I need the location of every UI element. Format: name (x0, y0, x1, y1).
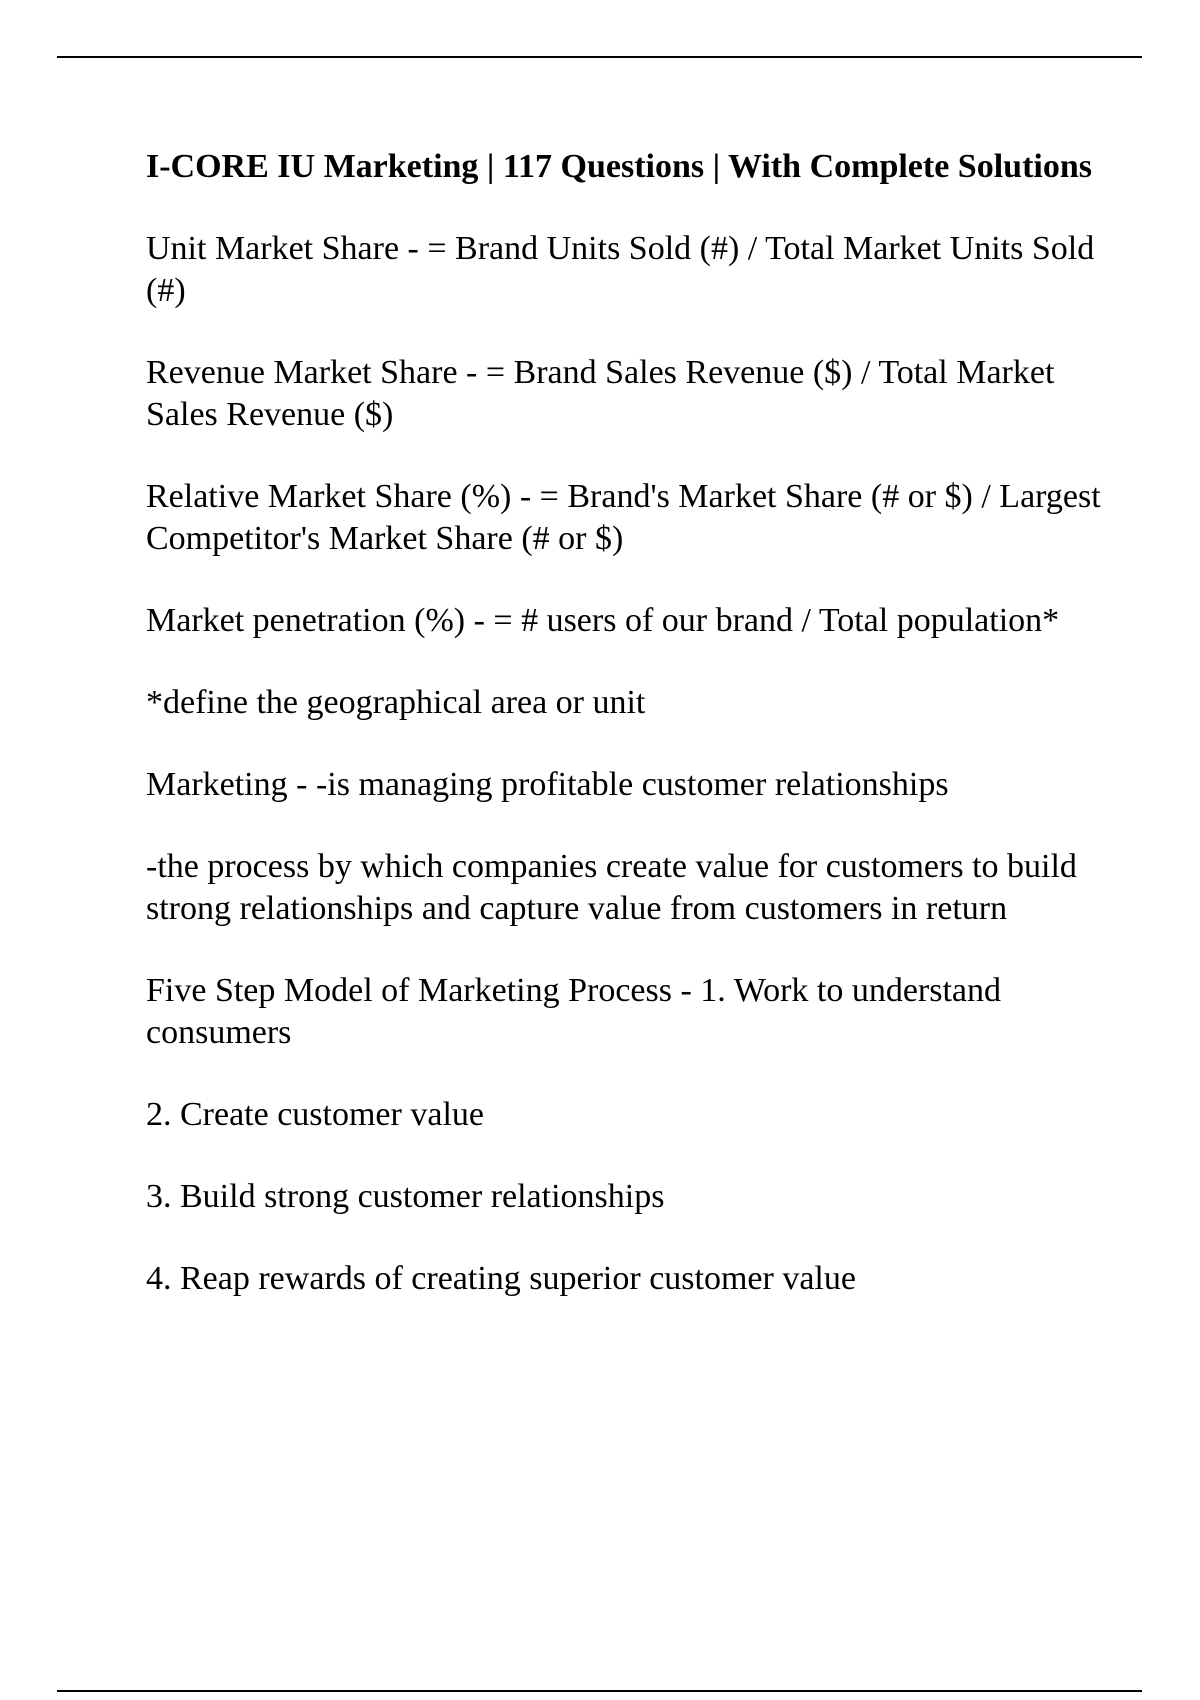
paragraph-relative-market-share: Relative Market Share (%) - = Brand's Market Share (# or $) / Largest Competitor's Market Share (# or $) (146, 478, 1101, 557)
paragraph-geographical-note: *define the geographical area or unit (146, 684, 646, 721)
header-rule (57, 56, 1142, 58)
paragraph-step-2: 2. Create customer value (146, 1096, 484, 1133)
footer-rule (57, 1690, 1142, 1692)
paragraph-step-4: 4. Reap rewards of creating superior customer value (146, 1260, 856, 1297)
paragraph-marketing-process: -the process by which companies create value for customers to build strong relationships and capture value from customers in return (146, 848, 1077, 927)
paragraph-step-3: 3. Build strong customer relationships (146, 1178, 665, 1215)
paragraph-revenue-market-share: Revenue Market Share - = Brand Sales Revenue ($) / Total Market Sales Revenue ($) (146, 354, 1055, 433)
document-title: I-CORE IU Marketing | 117 Questions | With Complete Solutions (146, 148, 1092, 185)
paragraph-unit-market-share: Unit Market Share - = Brand Units Sold (#) / Total Market Units Sold (#) (146, 230, 1095, 309)
document-body (146, 146, 1106, 1340)
paragraph-five-step-model: Five Step Model of Marketing Process - 1. Work to understand consumers (146, 972, 1002, 1051)
paragraph-market-penetration: Market penetration (%) - = # users of our brand / Total population* (146, 602, 1060, 639)
paragraph-marketing-definition: Marketing - -is managing profitable customer relationships (146, 766, 949, 803)
